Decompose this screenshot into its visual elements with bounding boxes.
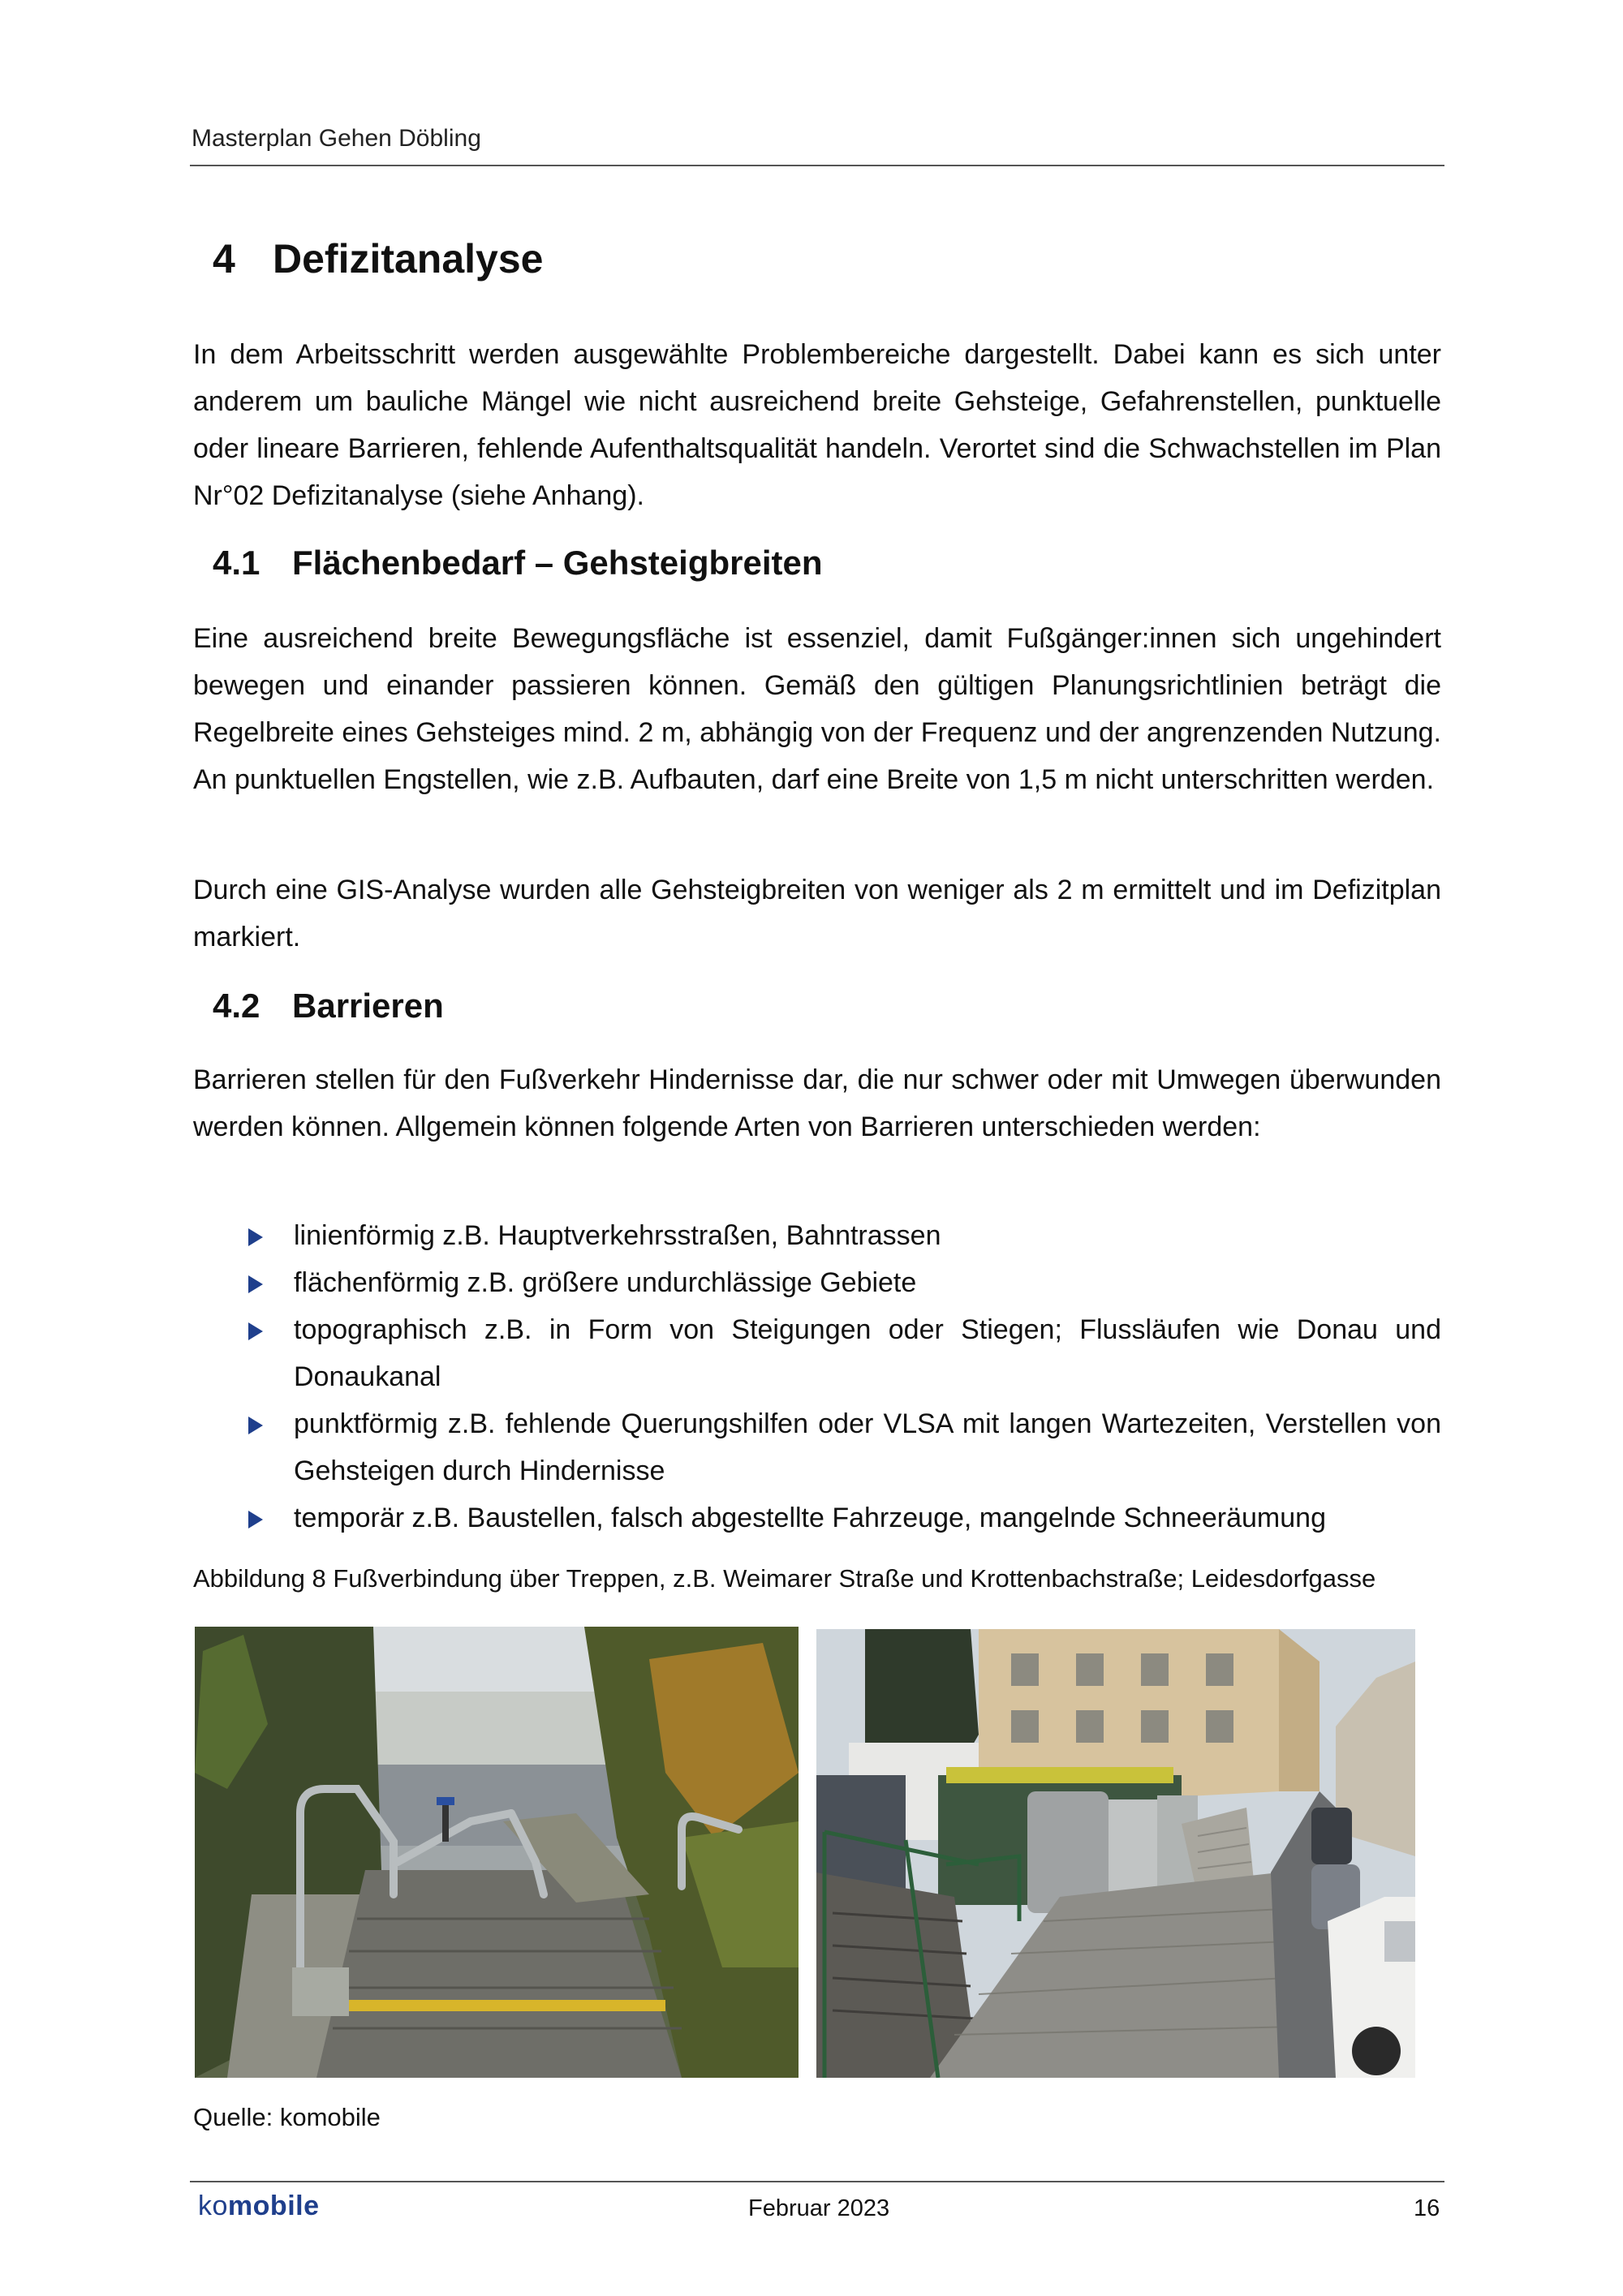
triangle-bullet-icon	[248, 1511, 263, 1529]
paragraph-gis-analyse: Durch eine GIS-Analyse wurden alle Gehsteigbreiten von weniger als 2 m ermittelt und im Defizitplan markiert.	[193, 875, 1441, 952]
paragraph-barrieren: Barrieren stellen für den Fußverkehr Hindernisse dar, die nur schwer oder mit Umwegen überwunden werden können. Allgemein können folgende Arten von Barrieren unterschieden werden:	[193, 1064, 1441, 1142]
barrier-type-list	[193, 1212, 1441, 1541]
paragraph-gehsteigbreiten: Eine ausreichend breite Bewegungsfläche ist essenziel, damit Fußgänger:innen sich ungehindert bewegen und einander passieren können. Gemäß den gültigen Planungsrichtlinien beträgt die Regelbreite eines Gehsteiges mind. 2 m, abhängig von der Frequenz und der angrenzenden Nutzung. An punktuellen Engstellen, wie z.B. Aufbauten, darf eine Breite von 1,5 m nicht unterschritten werden.	[193, 623, 1441, 795]
subsection-heading-4-1	[213, 544, 823, 583]
list-item: punktförmig z.B. fehlende Querungshilfen oder VLSA mit langen Wartezeiten, Verstellen von Gehsteigen durch Hindernisse	[193, 1400, 1441, 1494]
list-item: topographisch z.B. in Form von Steigungen oder Stiegen; Flussläufen wie Donau und Donaukanal	[193, 1306, 1441, 1400]
section-title: Defizitanalyse	[273, 236, 544, 282]
figure-caption: Abbildung 8 Fußverbindung über Treppen, z.B. Weimarer Straße und Krottenbachstraße; Leidesdorfgasse	[193, 1564, 1376, 1593]
footer-date: Februar 2023	[748, 2195, 890, 2221]
subsection-title: Barrieren	[292, 987, 444, 1025]
section-number: 4	[213, 236, 235, 282]
subsection-heading-4-2	[213, 987, 444, 1025]
photo-stairway-weimarer-strasse	[195, 1627, 799, 2078]
footer-rule	[190, 2181, 1444, 2182]
page-number: 16	[1414, 2195, 1440, 2221]
list-item: flächenförmig z.B. größere undurchlässige Gebiete	[193, 1259, 1441, 1306]
intro-paragraph: In dem Arbeitsschritt werden ausgewählte Problembereiche dargestellt. Dabei kann es sich unter anderem um bauliche Mängel wie nicht ausreichend breite Gehsteige, Gefahrenstellen, punktuelle oder lineare Barrieren, fehlende Aufenthaltsqualität handeln. Verortet sind die Schwachstellen im Plan Nr°02 Defizitanalyse (siehe Anhang).	[193, 339, 1441, 511]
photo-stairs-leidesdorfgasse	[816, 1629, 1415, 2078]
subsection-title: Flächenbedarf – Gehsteigbreiten	[292, 544, 823, 582]
triangle-bullet-icon	[248, 1275, 263, 1293]
subsection-number: 4.1	[213, 544, 260, 582]
komobile-logo: komobile	[198, 2191, 320, 2221]
header-rule	[190, 165, 1444, 166]
subsection-number: 4.2	[213, 987, 260, 1025]
list-item: temporär z.B. Baustellen, falsch abgestellte Fahrzeuge, mangelnde Schneeräumung	[193, 1494, 1441, 1541]
running-header: Masterplan Gehen Döbling	[192, 125, 481, 152]
list-item: linienförmig z.B. Hauptverkehrsstraßen, Bahntrassen	[193, 1212, 1441, 1259]
section-heading	[213, 235, 543, 282]
triangle-bullet-icon	[248, 1228, 263, 1246]
triangle-bullet-icon	[248, 1417, 263, 1434]
figure-source: Quelle: komobile	[193, 2103, 381, 2131]
triangle-bullet-icon	[248, 1322, 263, 1340]
